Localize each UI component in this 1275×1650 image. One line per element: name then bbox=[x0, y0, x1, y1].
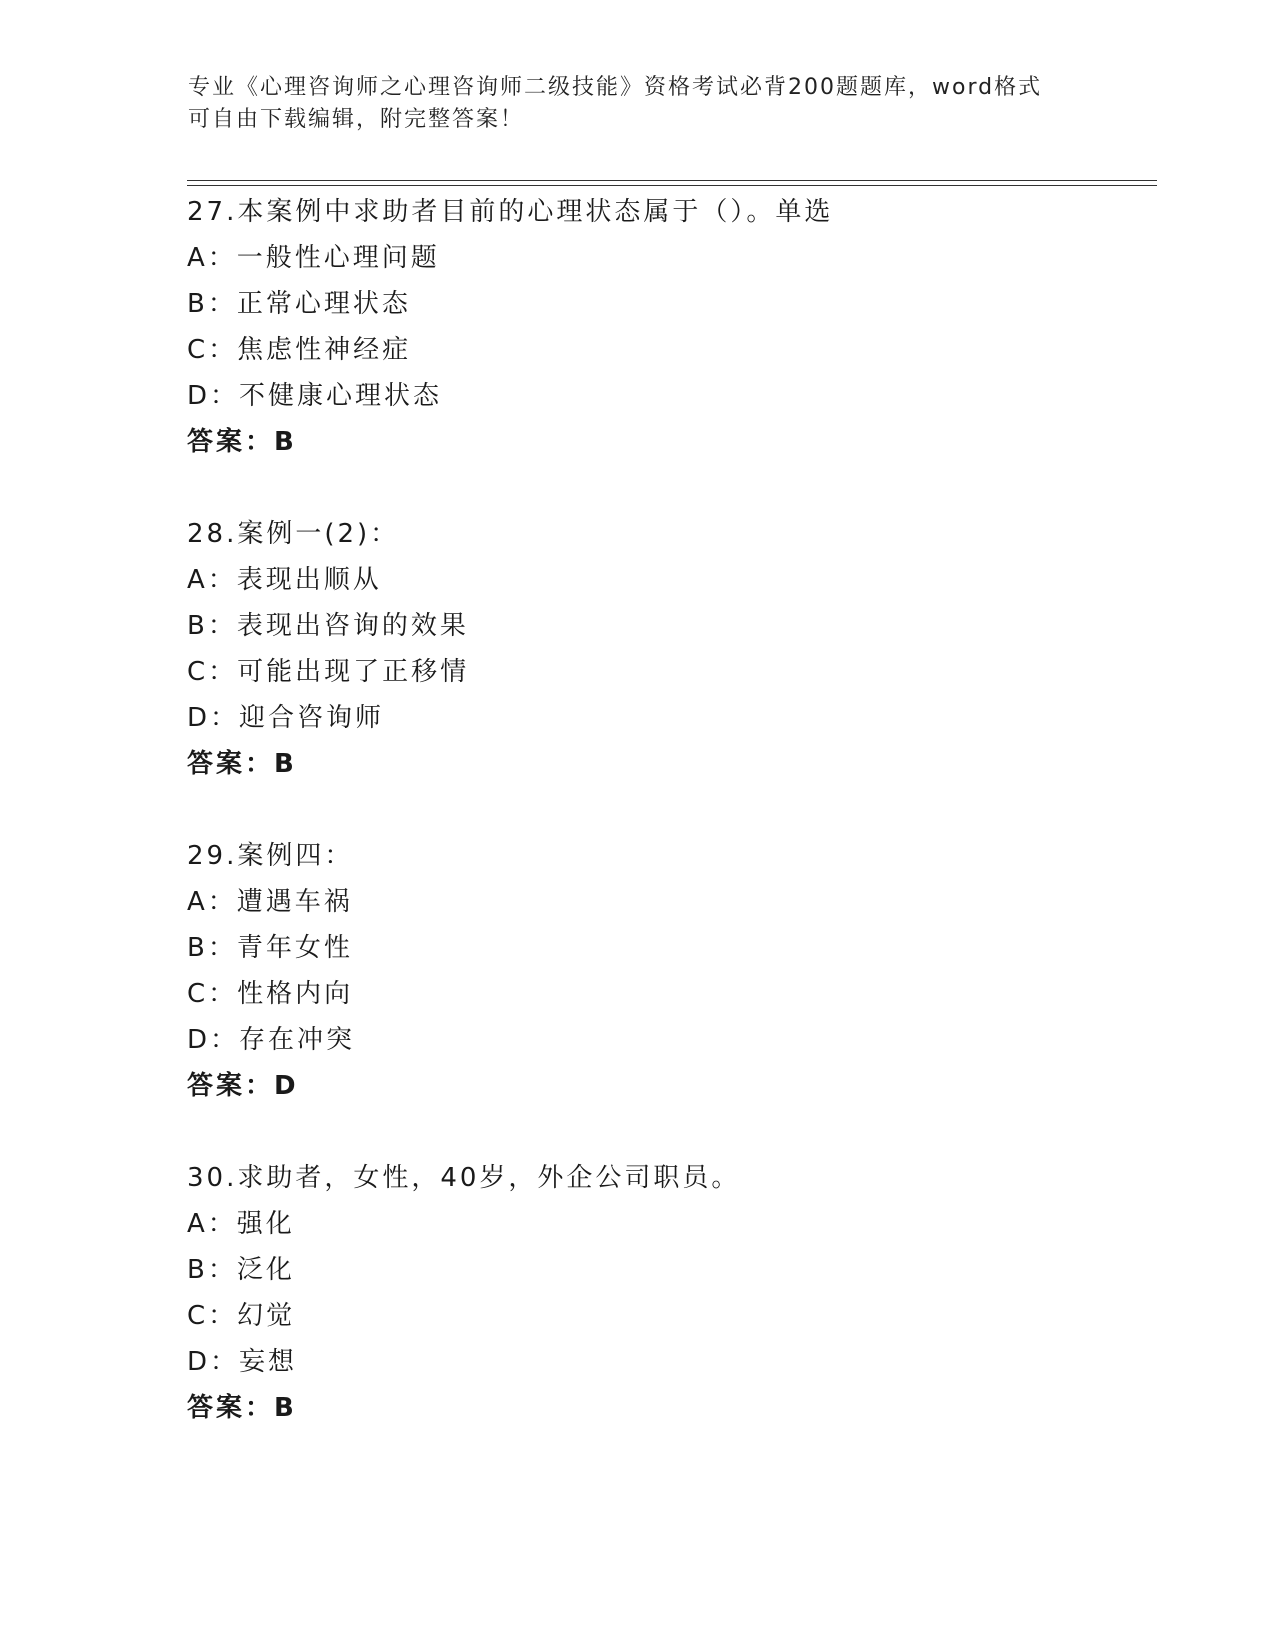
option-b: B：表现出咨询的效果 bbox=[187, 611, 469, 641]
answer: 答案：B bbox=[187, 1393, 297, 1423]
option-d: D：迎合咨询师 bbox=[187, 703, 385, 733]
header-line-2: 可自由下载编辑，附完整答案！ bbox=[188, 107, 525, 132]
question-29 bbox=[187, 833, 1147, 1109]
option-a: A：一般性心理问题 bbox=[187, 243, 440, 273]
header-rule-top bbox=[187, 180, 1157, 181]
option-c: C：焦虑性神经症 bbox=[187, 335, 412, 365]
option-d: D：不健康心理状态 bbox=[187, 381, 443, 411]
question-stem: 27.本案例中求助者目前的心理状态属于（）。单选 bbox=[187, 197, 834, 227]
answer: 答案：D bbox=[187, 1071, 299, 1101]
question-27 bbox=[187, 189, 1147, 465]
answer: 答案：B bbox=[187, 749, 297, 779]
option-c: C：性格内向 bbox=[187, 979, 354, 1009]
document-header bbox=[188, 72, 1088, 136]
question-stem: 30.求助者，女性，40岁，外企公司职员。 bbox=[187, 1163, 741, 1193]
option-a: A：遭遇车祸 bbox=[187, 887, 353, 917]
question-stem: 29.案例四： bbox=[187, 841, 354, 871]
option-c: C：幻觉 bbox=[187, 1301, 296, 1331]
option-b: B：泛化 bbox=[187, 1255, 295, 1285]
option-d: D：妄想 bbox=[187, 1347, 298, 1377]
answer: 答案：B bbox=[187, 427, 297, 457]
option-d: D：存在冲突 bbox=[187, 1025, 356, 1055]
question-stem: 28.案例一(2)： bbox=[187, 519, 400, 549]
header-line-1: 专业《心理咨询师之心理咨询师二级技能》资格考试必背200题题库，word格式 bbox=[188, 75, 1043, 100]
option-c: C：可能出现了正移情 bbox=[187, 657, 470, 687]
option-a: A：表现出顺从 bbox=[187, 565, 382, 595]
header-rule-bottom bbox=[187, 185, 1157, 186]
option-b: B：青年女性 bbox=[187, 933, 353, 963]
option-b: B：正常心理状态 bbox=[187, 289, 411, 319]
option-a: A：强化 bbox=[187, 1209, 295, 1239]
question-list bbox=[187, 189, 1147, 1477]
question-30 bbox=[187, 1155, 1147, 1431]
question-28 bbox=[187, 511, 1147, 787]
